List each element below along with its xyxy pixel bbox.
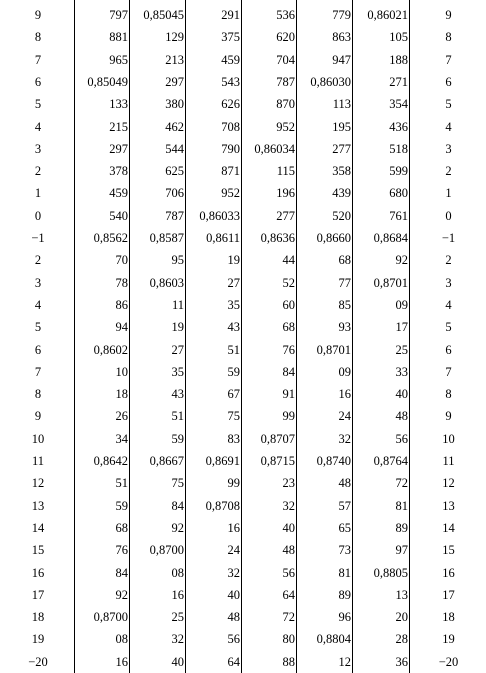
value-cell: 25	[395, 342, 408, 357]
value-cell: 75	[171, 476, 184, 491]
value-cell: 72	[395, 476, 408, 491]
row-index-cell: 3	[34, 275, 42, 290]
row-index-cell: 7	[34, 52, 42, 67]
value-cell: 20	[395, 610, 408, 625]
row-index-cell: 11	[31, 454, 45, 468]
value-cell: 77	[338, 275, 351, 290]
value-cell: 704	[276, 52, 295, 67]
value-cell: 35	[171, 364, 184, 379]
value-cell: 0,86034	[254, 141, 295, 156]
value-cell: 85	[338, 297, 351, 312]
table-row	[0, 160, 486, 182]
value-cell: 0,86021	[367, 8, 408, 22]
row-index-cell: 11	[442, 454, 455, 468]
value-cell: 25	[171, 610, 184, 625]
value-cell: 881	[109, 30, 128, 45]
row-index-cell: 4	[445, 297, 452, 312]
value-cell: 16	[171, 587, 184, 602]
value-cell: 536	[276, 8, 295, 22]
value-cell: 08	[115, 632, 128, 647]
table-row	[0, 182, 486, 204]
table-row	[0, 116, 486, 138]
row-index-cell: 2	[34, 253, 42, 268]
row-index-cell: 6	[34, 342, 42, 357]
row-index-cell: 4	[34, 119, 42, 134]
value-cell: 32	[282, 498, 295, 513]
table-row	[0, 339, 486, 361]
table-row	[0, 539, 486, 561]
table-row	[0, 405, 486, 427]
value-cell: 09	[338, 364, 351, 379]
value-cell: 0,8660	[316, 231, 351, 245]
value-cell: 48	[282, 543, 295, 558]
value-cell: 51	[171, 409, 184, 424]
table-row	[0, 651, 486, 673]
value-cell: 10	[115, 364, 128, 379]
value-cell: 48	[227, 610, 240, 625]
value-cell: 0,8764	[373, 454, 408, 468]
table-row	[0, 562, 486, 584]
value-cell: 40	[395, 387, 408, 402]
value-cell: 64	[227, 654, 240, 669]
value-cell: 56	[282, 565, 295, 580]
value-cell: 68	[115, 520, 128, 535]
value-cell: 59	[115, 498, 128, 513]
table-row	[0, 383, 486, 405]
row-index-cell: 19	[442, 632, 455, 647]
value-cell: 871	[221, 164, 240, 179]
value-cell: 626	[221, 97, 240, 112]
row-index-cell: 2	[34, 164, 42, 179]
row-index-cell: −20	[28, 654, 48, 669]
row-index-cell: 9	[445, 409, 452, 424]
value-cell: 543	[221, 74, 240, 89]
value-cell: 36	[395, 654, 408, 669]
row-index-cell: 14	[442, 520, 455, 535]
value-cell: 544	[165, 141, 184, 156]
row-index-cell: −20	[438, 654, 459, 669]
value-cell: 965	[109, 52, 128, 67]
value-cell: 56	[395, 431, 408, 446]
value-cell: 0,8700	[149, 543, 184, 558]
value-cell: 297	[165, 74, 184, 89]
row-index-cell: 3	[34, 141, 42, 156]
value-cell: 113	[332, 97, 351, 112]
row-index-cell: 18	[31, 610, 45, 625]
value-cell: 40	[227, 587, 240, 602]
value-cell: 708	[221, 119, 240, 134]
value-cell: 0,8587	[149, 231, 184, 245]
value-cell: 620	[276, 30, 295, 45]
value-cell: 32	[171, 632, 184, 647]
value-cell: 68	[338, 253, 351, 268]
value-cell: 19	[227, 253, 240, 268]
row-index-cell: 8	[34, 30, 42, 45]
row-index-cell: 7	[445, 52, 452, 67]
table-row	[0, 272, 486, 294]
row-index-cell: 5	[445, 320, 452, 335]
row-index-cell: 12	[442, 476, 455, 491]
value-cell: 86	[115, 297, 128, 312]
value-cell: 70	[115, 253, 128, 268]
value-cell: 27	[171, 342, 184, 357]
value-cell: 97	[395, 543, 408, 558]
value-cell: 870	[276, 97, 295, 112]
value-cell: 0,8805	[373, 565, 408, 580]
value-cell: 625	[165, 164, 184, 179]
row-index-cell: 15	[31, 543, 45, 558]
value-cell: 790	[221, 141, 240, 156]
table-row	[0, 4, 486, 26]
value-cell: 459	[109, 186, 128, 201]
value-cell: 462	[165, 119, 184, 134]
table-row	[0, 628, 486, 650]
row-index-cell: −1	[31, 231, 45, 245]
row-index-cell: 1	[34, 186, 42, 201]
value-cell: 52	[282, 275, 295, 290]
value-cell: 48	[395, 409, 408, 424]
row-index-cell: 6	[34, 74, 42, 89]
value-cell: 105	[389, 30, 408, 45]
value-cell: 0,8667	[149, 454, 184, 468]
row-index-cell: 9	[445, 8, 452, 22]
value-cell: 43	[227, 320, 240, 335]
value-cell: 952	[221, 186, 240, 201]
value-cell: 18	[115, 387, 128, 402]
value-cell: 277	[332, 141, 351, 156]
value-cell: 779	[332, 8, 351, 22]
value-cell: 92	[395, 253, 408, 268]
value-cell: 0,8708	[205, 498, 240, 513]
value-cell: 92	[115, 587, 128, 602]
value-cell: 297	[109, 141, 128, 156]
row-index-cell: 8	[34, 387, 42, 402]
value-cell: 863	[332, 30, 351, 45]
row-index-cell: 13	[442, 498, 455, 513]
table-row	[0, 517, 486, 539]
value-cell: 91	[282, 387, 295, 402]
table-row	[0, 71, 486, 93]
value-cell: 59	[227, 364, 240, 379]
row-index-cell: 5	[34, 320, 42, 335]
value-cell: 680	[389, 186, 408, 201]
value-cell: 73	[338, 543, 351, 558]
value-cell: 518	[389, 141, 408, 156]
table-row	[0, 316, 486, 338]
value-cell: 271	[389, 74, 408, 89]
value-cell: 13	[395, 587, 408, 602]
row-index-cell: 6	[445, 74, 452, 89]
value-cell: 84	[115, 565, 128, 580]
value-cell: 16	[227, 520, 240, 535]
value-cell: 76	[282, 342, 295, 357]
value-cell: 291	[221, 8, 240, 22]
row-index-cell: 6	[445, 342, 452, 357]
row-index-cell: 16	[31, 565, 45, 580]
row-index-cell: 15	[442, 543, 455, 558]
value-cell: 57	[338, 498, 351, 513]
value-cell: 0,86033	[199, 208, 240, 223]
row-index-cell: 7	[445, 364, 452, 379]
table-row	[0, 584, 486, 606]
row-index-cell: 19	[31, 632, 45, 647]
value-cell: 96	[338, 610, 351, 625]
table-row	[0, 249, 486, 271]
value-cell: 81	[395, 498, 408, 513]
row-index-cell: 5	[445, 97, 452, 112]
row-index-cell: 4	[34, 297, 42, 312]
row-index-cell: 10	[442, 431, 455, 446]
value-cell: 28	[395, 632, 408, 647]
value-cell: 0,8700	[93, 610, 128, 625]
value-cell: 80	[282, 632, 295, 647]
value-cell: 215	[109, 119, 128, 134]
value-cell: 99	[227, 476, 240, 491]
value-cell: 354	[389, 97, 408, 112]
row-index-cell: 10	[31, 431, 45, 446]
value-cell: 33	[395, 364, 408, 379]
row-index-cell: 3	[445, 141, 452, 156]
value-cell: 26	[115, 409, 128, 424]
value-cell: 75	[227, 409, 240, 424]
value-cell: 35	[227, 297, 240, 312]
table-row	[0, 495, 486, 517]
value-cell: 92	[171, 520, 184, 535]
value-cell: 32	[227, 565, 240, 580]
table-row	[0, 205, 486, 227]
row-index-cell: 2	[445, 253, 452, 268]
row-index-cell: 12	[31, 476, 45, 491]
value-cell: 0,8715	[260, 454, 295, 468]
value-cell: 16	[338, 387, 351, 402]
value-cell: 195	[332, 119, 351, 134]
value-cell: 34	[115, 431, 128, 446]
value-cell: 0,8701	[373, 275, 408, 290]
row-index-cell: 14	[31, 520, 45, 535]
value-cell: 40	[171, 654, 184, 669]
row-index-cell: 0	[34, 208, 42, 223]
value-cell: 540	[109, 208, 128, 223]
row-index-cell: 3	[445, 275, 452, 290]
row-index-cell: 9	[34, 8, 42, 22]
value-cell: 0,8602	[93, 342, 128, 357]
value-cell: 0,8707	[260, 431, 295, 446]
value-cell: 19	[171, 320, 184, 335]
value-cell: 93	[338, 320, 351, 335]
table-row	[0, 606, 486, 628]
value-cell: 787	[165, 208, 184, 223]
value-cell: 797	[109, 8, 128, 22]
value-cell: 67	[227, 387, 240, 402]
value-cell: 706	[165, 186, 184, 201]
value-cell: 115	[276, 164, 295, 179]
value-cell: 0,85045	[143, 8, 184, 22]
value-cell: 83	[227, 431, 240, 446]
value-cell: 40	[282, 520, 295, 535]
value-cell: 133	[109, 97, 128, 112]
value-cell: 459	[221, 52, 240, 67]
value-cell: 94	[115, 320, 128, 335]
value-cell: 88	[282, 654, 295, 669]
value-cell: 72	[282, 610, 295, 625]
value-cell: 51	[115, 476, 128, 491]
value-cell: 32	[338, 431, 351, 446]
row-index-cell: 8	[445, 387, 452, 402]
value-cell: 24	[338, 409, 351, 424]
value-cell: 0,8684	[373, 231, 408, 245]
table-row	[0, 361, 486, 383]
value-cell: 59	[171, 431, 184, 446]
row-index-cell: 17	[442, 587, 455, 602]
value-cell: 78	[115, 275, 128, 290]
value-cell: 08	[171, 565, 184, 580]
row-index-cell: 4	[445, 119, 452, 134]
value-cell: 51	[227, 342, 240, 357]
value-cell: 378	[109, 164, 128, 179]
value-cell: 947	[332, 52, 351, 67]
value-cell: 17	[395, 320, 408, 335]
value-cell: 95	[171, 253, 184, 268]
value-cell: 99	[282, 409, 295, 424]
table-row	[0, 294, 486, 316]
table-row	[0, 227, 486, 249]
value-cell: 129	[165, 30, 184, 45]
table-row	[0, 49, 486, 71]
value-cell: 436	[389, 119, 408, 134]
value-cell: 952	[276, 119, 295, 134]
table-row	[0, 93, 486, 115]
table-row	[0, 472, 486, 494]
value-cell: 64	[282, 587, 295, 602]
row-index-cell: 17	[31, 587, 45, 602]
table-row	[0, 26, 486, 48]
value-cell: 44	[282, 253, 295, 268]
value-cell: 375	[221, 30, 240, 45]
value-cell: 599	[389, 164, 408, 179]
value-cell: 68	[282, 320, 295, 335]
value-cell: 0,85049	[87, 74, 128, 89]
row-index-cell: 7	[34, 364, 42, 379]
value-cell: 0,8701	[316, 342, 351, 357]
value-cell: 0,8636	[260, 231, 295, 245]
value-cell: 24	[227, 543, 240, 558]
row-index-cell: 13	[31, 498, 45, 513]
value-cell: 0,8603	[149, 275, 184, 290]
row-index-cell: 16	[442, 565, 455, 580]
value-cell: 65	[338, 520, 351, 535]
value-cell: 213	[165, 52, 184, 67]
value-cell: 520	[332, 208, 351, 223]
row-index-cell: 9	[34, 409, 42, 424]
value-cell: 277	[276, 208, 295, 223]
value-cell: 787	[276, 74, 295, 89]
value-cell: 439	[332, 186, 351, 201]
value-cell: 188	[389, 52, 408, 67]
value-cell: 0,8562	[93, 231, 128, 245]
row-index-cell: 1	[445, 186, 452, 201]
value-cell: 43	[171, 387, 184, 402]
value-cell: 56	[227, 632, 240, 647]
row-index-cell: 8	[445, 30, 452, 45]
value-cell: 81	[338, 565, 351, 580]
value-cell: 11	[171, 297, 184, 312]
value-cell: 196	[276, 186, 295, 201]
row-index-cell: 0	[445, 208, 452, 223]
row-index-cell: 2	[445, 164, 452, 179]
value-cell: 0,8740	[316, 454, 351, 468]
value-cell: 89	[395, 520, 408, 535]
table-row	[0, 428, 486, 450]
value-cell: 12	[338, 654, 351, 669]
value-cell: 761	[389, 208, 408, 223]
value-cell: 16	[115, 654, 128, 669]
value-cell: 380	[165, 97, 184, 112]
table-row	[0, 138, 486, 160]
value-cell: 76	[115, 543, 128, 558]
value-cell: 0,86030	[310, 74, 351, 89]
value-cell: 48	[338, 476, 351, 491]
value-cell: 84	[171, 498, 184, 513]
table-row	[0, 450, 486, 472]
value-cell: 23	[282, 476, 295, 491]
row-index-cell: −1	[441, 231, 456, 245]
value-cell: 84	[282, 364, 295, 379]
value-cell: 0,8611	[206, 231, 240, 245]
value-cell: 0,8691	[205, 454, 240, 468]
value-cell: 358	[332, 164, 351, 179]
value-cell: 09	[395, 297, 408, 312]
value-cell: 0,8642	[93, 454, 128, 468]
row-index-cell: 18	[442, 610, 455, 625]
row-index-cell: 5	[34, 97, 42, 112]
value-cell: 89	[338, 587, 351, 602]
value-cell: 0,8804	[316, 632, 351, 647]
value-cell: 60	[282, 297, 295, 312]
value-cell: 27	[227, 275, 240, 290]
